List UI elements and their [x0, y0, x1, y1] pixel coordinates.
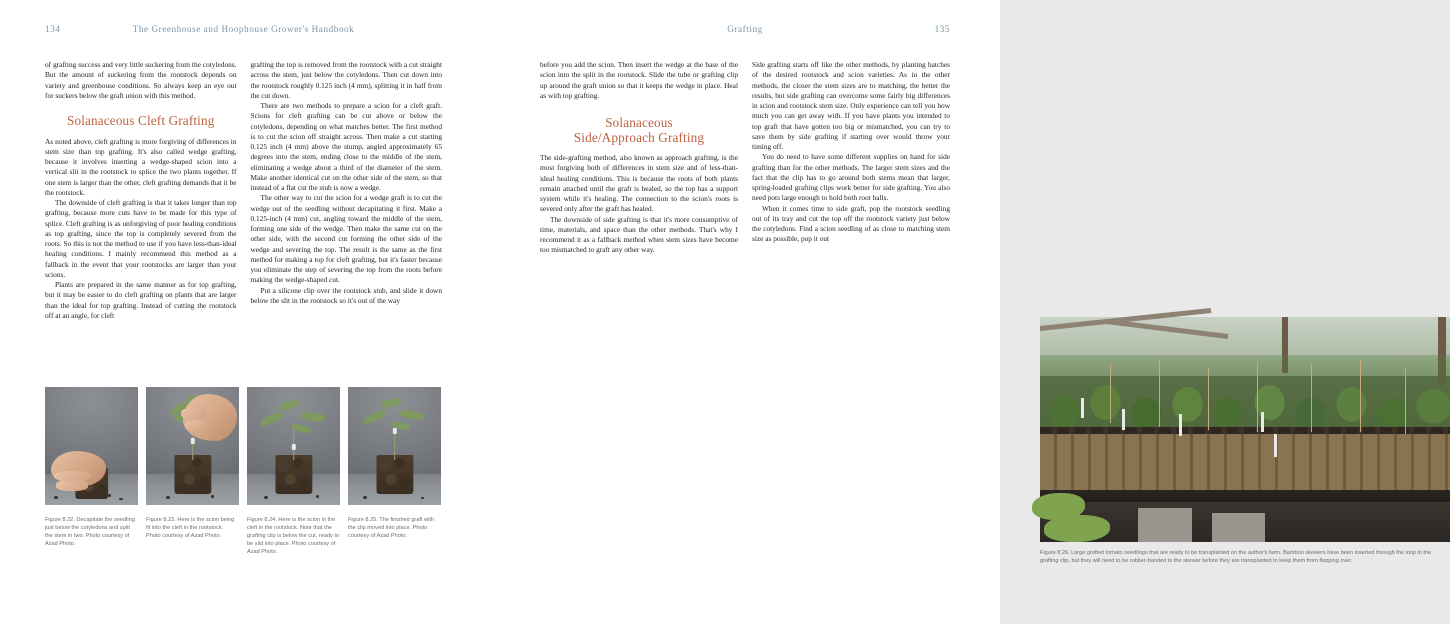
- figure-8-26-caption: Figure 8.26. Large grafted tomato seedlings that are ready to be transplanted on the author's farm. Bamboo skewers have been inserted through the loop in the grafting clip, but they will need to be rubber-banded to the skewer before they are transplanted to keep them from flopping over.: [1040, 550, 1432, 565]
- paragraph: Put a silicone clip over the rootstock stub, and slide it down below the slit in the rootstock so it's out of the way: [250, 285, 442, 305]
- soil-crumb: [264, 496, 268, 499]
- figure-8-22-caption: Figure 8.22. Decapitate the seedling just below the cotyledons and split the stem in two. Photo courtesy of Azad Photo.: [45, 517, 135, 548]
- bamboo-skewer: [1110, 364, 1111, 423]
- finger: [54, 471, 91, 482]
- paragraph: As noted above, cleft grafting is more forgiving of differences in stem size than top grafting. It's also called wedge grafting, because it involves inserting a wedge-shaped scion into a vertical slit in the rootstock to splice the two plants together. If one stem is larger than the other, cleft grafting demands that it be the rootstock.: [45, 136, 237, 197]
- bamboo-skewer: [1257, 362, 1258, 432]
- column-left-1: [45, 60, 237, 380]
- paragraph: Plants are prepared in the same manner as for top grafting, but it may be easier to do cleft grafting on plants that are larger than the ideal for top grafting. Instead of cutting the rootstock off at an angle, for cleft: [45, 280, 237, 320]
- cinder-block: [1212, 513, 1265, 542]
- folio-right: 135: [934, 24, 950, 34]
- caption-row-left: [45, 516, 442, 556]
- figure-8-24-photo: [247, 387, 340, 505]
- grafting-clip: [392, 428, 396, 434]
- leaf: [300, 410, 325, 424]
- running-head-left: [45, 24, 442, 50]
- figure-row-left: [45, 387, 442, 505]
- page-left: [0, 0, 500, 624]
- leaf: [381, 398, 402, 408]
- running-head-right: [540, 24, 950, 50]
- folio-left: 134: [45, 24, 61, 34]
- soil-plug: [376, 455, 413, 494]
- figure-8-22-photo: [45, 387, 138, 505]
- text-columns-left: [45, 60, 442, 380]
- soil-crumb: [108, 494, 111, 497]
- text-columns-right: [540, 60, 950, 318]
- leaf: [278, 400, 299, 410]
- paragraph: You do need to have some different supplies on hand for side grafting than for the other methods. The larger stem sizes and the fact that the clip has to go around both stems mean that larger, spring-loaded grafting clips work better for side grafting. You also need pots large enough to hold both root balls.: [752, 152, 950, 203]
- leaf: [362, 409, 388, 424]
- figure-8-25-photo: [348, 387, 441, 505]
- soil-crumb: [211, 495, 214, 498]
- page-right: [500, 0, 1432, 624]
- section-heading-cleft-grafting: Solanaceous Cleft Grafting: [67, 113, 215, 128]
- soil-plug: [275, 455, 312, 494]
- finger: [181, 408, 205, 419]
- leaf: [399, 407, 425, 422]
- paragraph: The side-grafting method, also known as approach grafting, is the most forgiving both of differences in stem size and of less-than-ideal healing conditions. This is because the roots of both plants remain attached until the graft is healed, so the top has a support system while it's healing. The connection to the scion's roots is severed only after the graft has healed.: [540, 153, 738, 214]
- running-title-right: Grafting: [727, 24, 763, 34]
- figure-8-23: [146, 387, 239, 505]
- section-heading-line-1: Solanaceous: [605, 115, 673, 130]
- plant-label-tag: [1122, 409, 1125, 429]
- bamboo-skewer: [1360, 360, 1361, 432]
- finger: [56, 480, 88, 491]
- paragraph: The downside of side grafting is that it's more consumptive of time, materials, and space than the other methods. That's why I recommend it as a fallback method when stem sizes have become too mismatched to graft any other way.: [540, 214, 738, 255]
- grafting-clip: [190, 438, 194, 444]
- figure-8-25: [348, 387, 441, 505]
- bamboo-skewer: [1405, 367, 1406, 435]
- figure-8-22: [45, 387, 138, 505]
- bamboo-skewer: [1311, 364, 1312, 432]
- column-right-2: [752, 60, 950, 318]
- paragraph: grafting the top is removed from the rootstock with a cut straight across the stem, just below the cotyledons. Then cut down into the rootstock roughly 0.125 inch (4 mm), splitting it in half from the cut down.: [250, 60, 442, 100]
- figure-8-23-photo: [146, 387, 239, 505]
- soil-crumb: [316, 495, 319, 498]
- paragraph: before you add the scion. Then insert the wedge at the base of the scion into the split in the rootstock. Slide the tube or grafting clip up around the graft union so that it keeps the wedge in place. Heal as with top grafting.: [540, 60, 738, 100]
- grafting-clip: [291, 444, 295, 450]
- paragraph: The downside of cleft grafting is that it takes longer than top grafting, because more cuts have to be made for this type of splice. Cleft grafting is as unforgiving of poor healing conditions as top grafting, since the top is completely severed from the roots. So this is not the method to use if you have less-than-ideal healing conditions. I mainly recommend this method as a fallback in the event that your rootstocks are larger than your scions.: [45, 198, 237, 279]
- figure-8-23-caption: Figure 8.23. Here is the scion being fit into the cleft in the rootstock. Photo courtesy of Azad Photo.: [146, 517, 235, 540]
- paragraph: There are two methods to prepare a scion for a cleft graft. Scions for cleft grafting can be cut above or below the cotyledons, depending on what matches better. The first method is to cut the scion off straight across. Then make a cut starting 0.125 inch (4 mm) above the stump, angled approximately 65 degrees into the stem, ending close to the middle of the stem, eliminating a wedge about a third of the diameter of the stem. Make another identical cut on the other side of the stem, so that instead of a flat cut the stub is now a wedge.: [250, 101, 442, 192]
- figure-8-24-caption: Figure 8.24. Here is the scion in the cleft in the rootstock. Note that the grafting clip is below the cut, ready to be slid into place. Photo courtesy of Azad Photo.: [247, 517, 340, 556]
- section-heading-line-2: Side/Approach Grafting: [573, 129, 705, 145]
- bamboo-skewer: [1208, 367, 1209, 430]
- figure-8-26-photo: [1040, 317, 1450, 542]
- leaf: [259, 412, 285, 427]
- plant-label-tag: [1261, 412, 1264, 432]
- column-right-1: [540, 60, 738, 318]
- figure-8-25-caption: Figure 8.25. The finished graft with the clip moved into place. Photo courtesy of Azad Photo.: [348, 517, 435, 540]
- plant-label-tag: [1179, 414, 1182, 437]
- soil-crumb: [421, 497, 425, 500]
- pot-row: [1040, 434, 1450, 495]
- section-heading-side-approach-grafting: [540, 116, 738, 145]
- figure-8-24: [247, 387, 340, 505]
- paragraph: When it comes time to side graft, pop the rootstock seedling out of its tray and cut the top off the rootstock variety just below the cotyledons. Find a scion seedling of as close to matching stem size as possible, pop it out: [752, 203, 950, 244]
- soil-plug: [174, 455, 211, 494]
- column-left-2: [251, 60, 443, 380]
- foreground-leaf: [1044, 515, 1110, 542]
- finger: [185, 420, 207, 431]
- running-title-left: The Greenhouse and Hoophouse Grower's Handbook: [132, 24, 355, 34]
- cinder-block: [1138, 508, 1191, 542]
- bamboo-skewer: [1159, 360, 1160, 428]
- paragraph: of grafting success and very little suckering from the cotyledons. But the amount of suckering from the rootstock depends on variety and greenhouse conditions. So always keep an eye out for suckers below the graft union with this method.: [45, 60, 237, 100]
- plant-label-tag: [1274, 434, 1277, 457]
- soil-crumb: [363, 496, 367, 499]
- paragraph: The other way to cut the scion for a wedge graft is to cut the wedge out of the seedling without decapitating it first. Make a 0.125-inch (4 mm) cut, angling toward the middle of the stem, forming one side of the wedge. Then make the same cut on the other side, with the second cut forming the other side of the wedge and severing the top. The result is the same as the first method for making a top for cleft grafting, but it's faster because you eliminate the step of severing the top from the roots before making the wedge-shaped cut.: [250, 193, 442, 285]
- paragraph: Side grafting starts off like the other methods, by planting batches of the desired rootstock and scion varieties. As in the other methods, the closer the stem sizes are to matching, the better the results, but side grafting can overcome some fairly big differences in scion and rootstock stem size. Only experience can tell you how much you can get away with. If you have plants you intended to top graft that have gotten too big or mismatched, you can try to save them by side grafting if starting over would throw your timing off.: [752, 60, 950, 151]
- seedling-stem: [293, 425, 295, 460]
- plant-label-tag: [1081, 398, 1084, 418]
